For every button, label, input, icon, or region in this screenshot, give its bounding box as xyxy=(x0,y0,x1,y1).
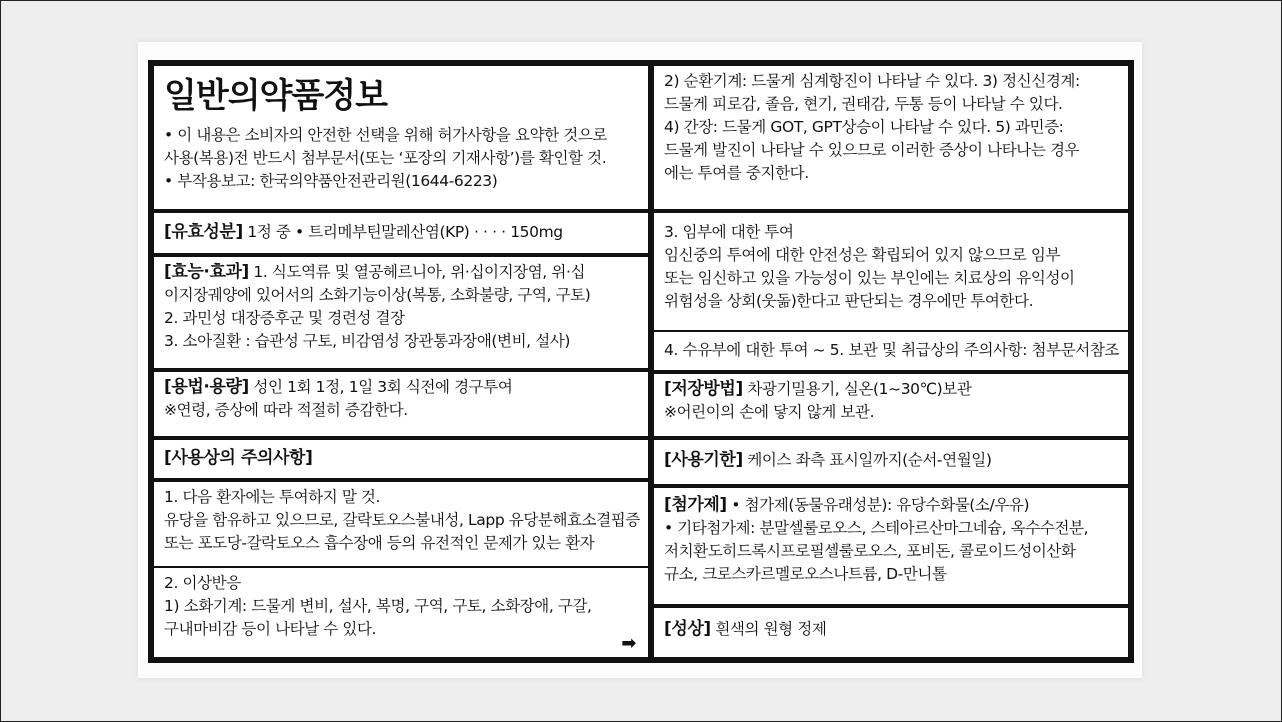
contra-line-3: 또는 포도당-갈락토오스 흡수장애 등의 유전적인 문제가 있는 환자 xyxy=(164,534,595,552)
adverse-cont-line-5: 에는 투여를 중지한다. xyxy=(664,164,809,182)
adverse-cont-line-1: 2) 순환기계: 드물게 심계항진이 나타날 수 있다. 3) 정신신경계: xyxy=(664,72,1080,90)
efficacy-line-1: 1. 식도역류 및 열공헤르니아, 위·십이지장염, 위·십 xyxy=(248,263,586,281)
intro-line-3: • 부작용보고: 한국의약품안전관리원(1644-6223) xyxy=(164,172,498,190)
intro-line-2: 사용(복용)전 반드시 첨부문서(또는 ‘포장의 기재사항’)를 확인할 것. xyxy=(164,149,607,167)
efficacy-line-4: 3. 소아질환 : 습관성 구토, 비감염성 장관통과장애(변비, 설사) xyxy=(164,332,571,350)
storage-header: [저장방법] xyxy=(664,379,743,399)
right-column xyxy=(654,66,1128,657)
ingredient-text: 1정 중 • 트리메부틴말레산염(KP) · · · · 150mg xyxy=(242,223,563,241)
additives-line-2: • 기타첨가제: 분말셀룰로오스, 스테아르산마그네슘, 옥수수전분, xyxy=(664,519,1089,537)
pregnancy-section xyxy=(654,213,1128,332)
adverse-line-1: 2. 이상반응 xyxy=(164,574,241,592)
title-section xyxy=(154,66,648,213)
adverse-line-2: 1) 소화기계: 드물게 변비, 설사, 복명, 구역, 구토, 소화장애, 구갈, xyxy=(164,597,592,615)
adverse-cont-line-4: 드물게 발진이 나타날 수 있으므로 이러한 증상이 나타나는 경우 xyxy=(664,141,1080,159)
additives-line-1: • 첨가제(동물유래성분): 유당수화물(소/우유) xyxy=(726,496,1030,514)
expiry-header: [사용기한] xyxy=(664,450,743,470)
additives-header: [첨가제] xyxy=(664,495,727,515)
dosage-header: [용법·용량] xyxy=(164,377,249,397)
arrow-right-icon: ➡ xyxy=(621,633,636,654)
drug-info-label xyxy=(148,60,1134,663)
storage-section xyxy=(654,374,1128,440)
adverse-cont-line-2: 드물게 피로감, 졸음, 현기, 권태감, 두통 등이 나타날 수 있다. xyxy=(664,95,1063,113)
appearance-section xyxy=(654,608,1128,657)
intro-line-1: • 이 내용은 소비자의 안전한 선택을 위해 허가사항을 요약한 것으로 xyxy=(164,126,607,144)
pregnancy-line-1: 3. 임부에 대한 투여 xyxy=(664,223,794,241)
pregnancy-line-4: 위험성을 상회(웃돎)한다고 판단되는 경우에만 투여한다. xyxy=(664,292,1034,310)
additives-section xyxy=(654,488,1128,608)
adverse-section xyxy=(154,568,648,657)
additives-line-3: 저치환도히드록시프로필셀룰로오스, 포비돈, 콜로이드성이산화 xyxy=(664,542,1076,560)
expiry-section xyxy=(654,440,1128,488)
ingredient-section xyxy=(154,213,648,257)
efficacy-line-2: 이지장궤양에 있어서의 소화기능이상(복통, 소화불량, 구역, 구토) xyxy=(164,286,591,304)
adverse-cont-line-3: 4) 간장: 드물게 GOT, GPT상승이 나타날 수 있다. 5) 과민증: xyxy=(664,118,1064,136)
pregnancy-line-3: 또는 임신하고 있을 가능성이 있는 부인에는 치료상의 유익성이 xyxy=(664,269,1075,287)
dosage-line-1: 성인 1회 1정, 1일 3회 식전에 경구투여 xyxy=(248,378,513,396)
precautions-header-section xyxy=(154,440,648,482)
adverse-continued-section xyxy=(654,66,1128,213)
appearance-text: 흰색의 원형 정제 xyxy=(710,620,827,638)
storage-line-1: 차광기밀용기, 실온(1~30℃)보관 xyxy=(742,380,972,398)
lactation-section xyxy=(654,332,1128,374)
dosage-section xyxy=(154,372,648,440)
ingredient-header: [유효성분] xyxy=(164,222,243,242)
info-card xyxy=(138,42,1142,678)
page-title: 일반의약품정보 xyxy=(164,76,387,116)
precautions-header: [사용상의 주의사항] xyxy=(164,448,313,468)
efficacy-section xyxy=(154,257,648,372)
left-column xyxy=(154,66,648,657)
pregnancy-line-2: 임신중의 투여에 대한 안전성은 확립되어 있지 않으므로 임부 xyxy=(664,246,1061,264)
additives-line-4: 규소, 크로스카르멜로오스나트륨, D-만니톨 xyxy=(664,565,947,583)
efficacy-line-3: 2. 과민성 대장증후군 및 경련성 결장 xyxy=(164,309,405,327)
contra-line-2: 유당을 함유하고 있으므로, 갈락토오스불내성, Lapp 유당분해효소결핍증 xyxy=(164,511,640,529)
storage-line-2: ※어린이의 손에 닿지 않게 보관. xyxy=(664,403,875,421)
lactation-text: 4. 수유부에 대한 투여 ~ 5. 보관 및 취급상의 주의사항: 첨부문서참조 xyxy=(664,341,1119,359)
contraindication-section xyxy=(154,482,648,568)
contra-line-1: 1. 다음 환자에는 투여하지 말 것. xyxy=(164,488,381,506)
dosage-line-2: ※연령, 증상에 따라 적절히 증감한다. xyxy=(164,401,408,419)
efficacy-header: [효능·효과] xyxy=(164,262,249,282)
appearance-header: [성상] xyxy=(664,619,711,639)
adverse-line-3: 구내마비감 등이 나타날 수 있다. xyxy=(164,620,377,638)
expiry-text: 케이스 좌측 표시일까지(순서-연월일) xyxy=(742,451,992,469)
